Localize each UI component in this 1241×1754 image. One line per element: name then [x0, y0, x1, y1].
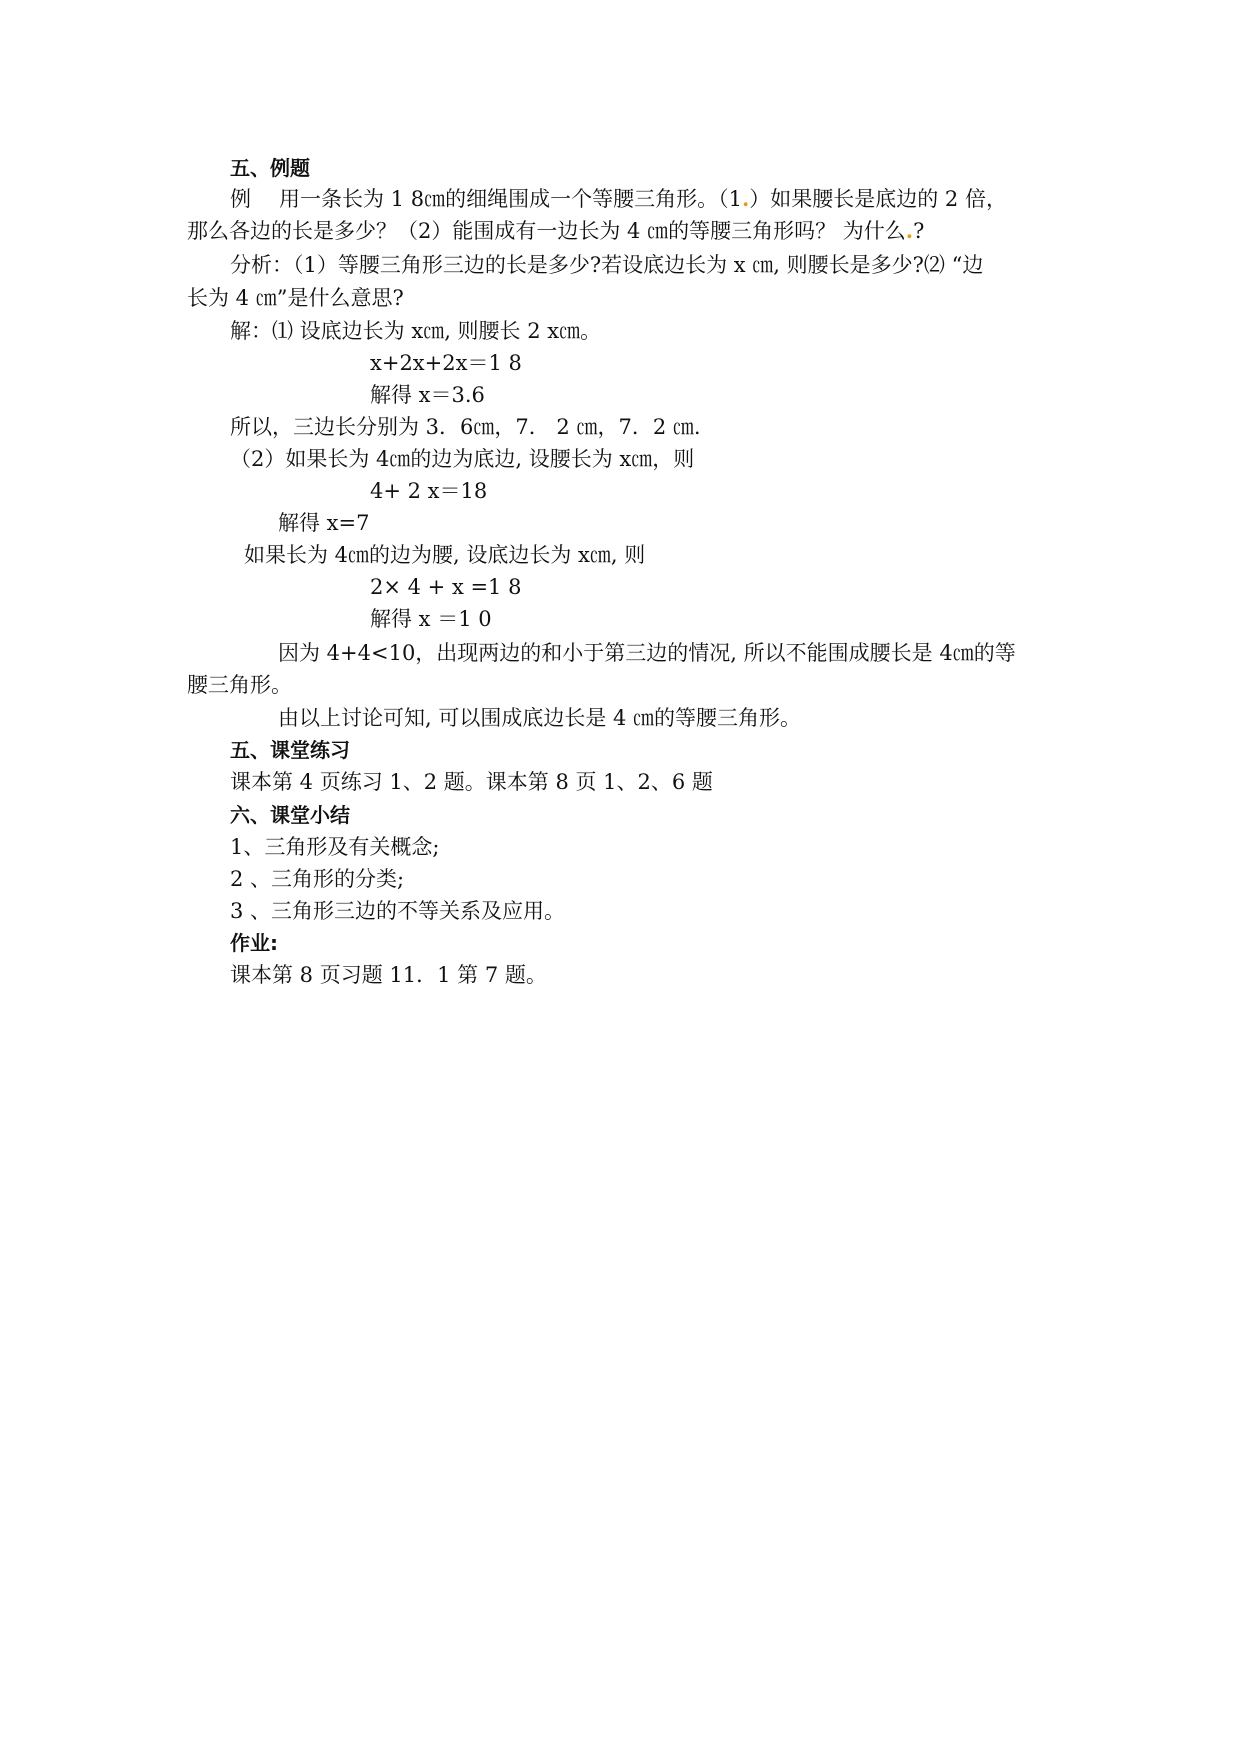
- homework-heading: 作业:: [230, 931, 278, 955]
- conclusion-line3: 由以上讨论可知, 可以围成底边长是 4 ㎝的等腰三角形。: [278, 706, 802, 730]
- example-heading: 五、例题: [230, 156, 310, 180]
- example-question-line2: [187, 218, 924, 244]
- practice-heading: 五、课堂练习: [230, 738, 350, 762]
- homework-text: 课本第 8 页习题 11．1 第 7 题。: [230, 963, 547, 987]
- example-label: 例: [230, 187, 251, 211]
- summary-heading: 六、课堂小结: [230, 803, 350, 827]
- example-question-part-b: ）如果腰长是底边的 2 倍，: [749, 187, 1007, 211]
- equation-1: x+2x+2x＝1 8: [370, 351, 522, 375]
- equation-3-answer: 解得 x ＝1 0: [370, 607, 492, 631]
- conclusion-line1: 因为 4+4<10，出现两边的和小于第三边的情况, 所以不能围成腰长是 4㎝的等: [278, 641, 1016, 665]
- summary-item-1: 1、三角形及有关概念;: [230, 835, 440, 859]
- equation-2: 4+ 2 x＝18: [370, 479, 488, 503]
- conclusion-line2: 腰三角形。: [187, 673, 292, 697]
- practice-text: 课本第 4 页练习 1、2 题。课本第 8 页 1、2、6 题: [230, 770, 713, 794]
- analysis-line1: 分析：（1）等腰三角形三边的长是多少?若设底边长为 x ㎝, 则腰长是多少?⑵ “边: [230, 253, 984, 277]
- equation-3: 2× 4 + x =1 8: [370, 575, 522, 599]
- result-line1: 所以，三边长分别为 3．6㎝，7． 2 ㎝，7．2 ㎝.: [230, 415, 701, 439]
- example-question-line1: [230, 186, 1007, 212]
- example-question-line2-text: 那么各边的长是多少？（2）能围成有一边长为 4 ㎝的等腰三角形吗？ 为什么: [187, 219, 906, 243]
- orange-dot-mark: .: [741, 186, 750, 211]
- analysis-line2: 长为 4 ㎝”是什么意思?: [187, 286, 404, 310]
- equation-1-answer: 解得 x＝3.6: [370, 383, 485, 407]
- orange-dot-mark: .: [905, 218, 914, 243]
- summary-item-2: 2 、三角形的分类;: [230, 867, 405, 891]
- solution-line3: 如果长为 4㎝的边为腰, 设底边长为 x㎝, 则: [244, 543, 646, 567]
- solution-line2: （2）如果长为 4㎝的边为底边, 设腰长为 x㎝，则: [230, 447, 695, 471]
- solution-line1: 解：⑴ 设底边长为 x㎝, 则腰长 2 x㎝。: [230, 319, 602, 343]
- summary-item-3: 3 、三角形三边的不等关系及应用。: [230, 899, 566, 923]
- example-question-line2-end: ?: [913, 219, 925, 243]
- example-question-part-a: 用一条长为 1 8㎝的细绳围成一个等腰三角形。（1: [279, 187, 742, 211]
- equation-2-answer: 解得 x=7: [278, 511, 370, 535]
